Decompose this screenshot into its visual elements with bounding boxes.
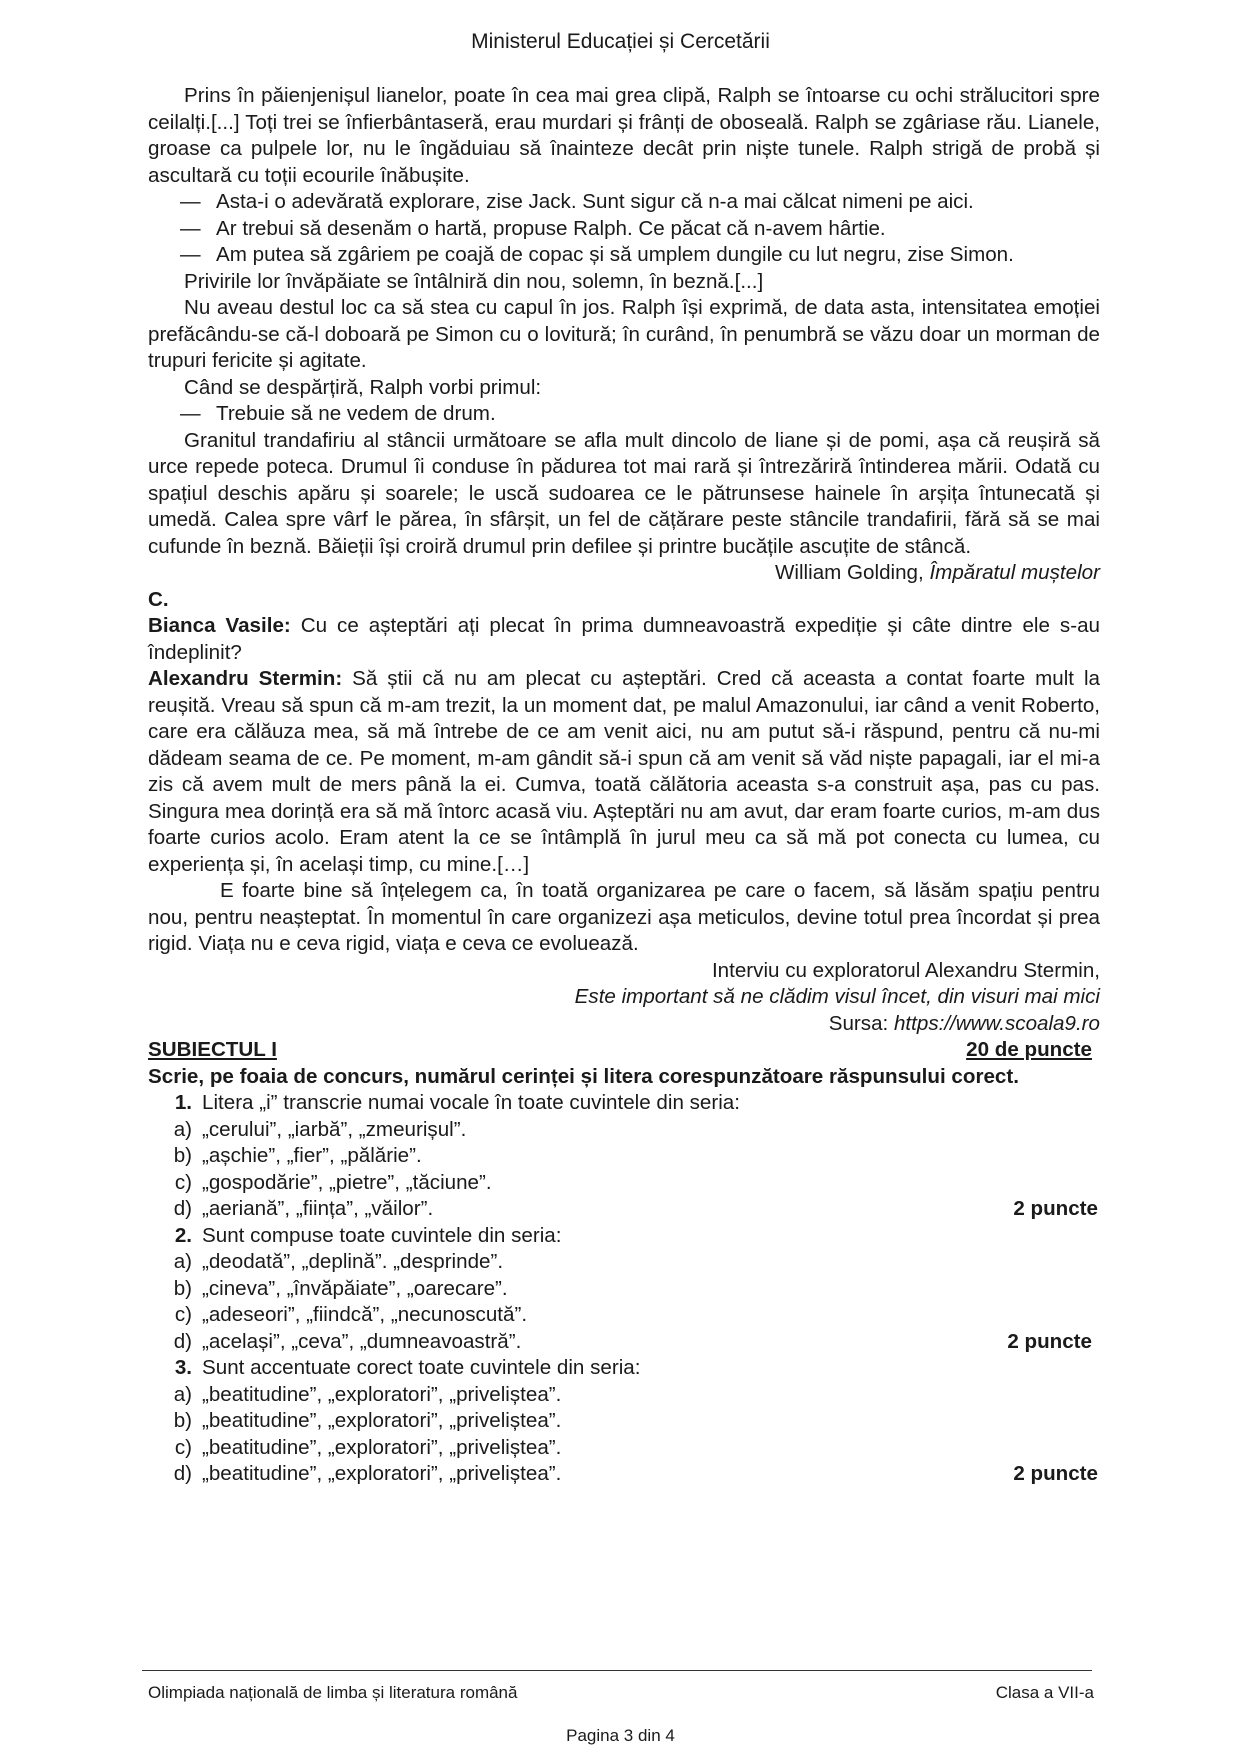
interview-answer: [148, 666, 1100, 878]
subject-instruction: Scrie, pe foaia de concurs, numărul cerinței și litera corespunzătoare răspunsului corect.: [148, 1064, 1019, 1088]
option-letter: c): [174, 1435, 192, 1459]
answer-option: [148, 1329, 1100, 1356]
citation-work: Împăratul muștelor: [929, 561, 1100, 584]
question-text: Litera „i” transcrie numai vocale în toate cuvintele din seria:: [202, 1091, 740, 1114]
footer-divider: [142, 1670, 1092, 1671]
dialogue-line-3: [148, 242, 1100, 269]
narrative-paragraph-4: Când se despărțiră, Ralph vorbi primul:: [184, 375, 542, 399]
dialogue-text: Trebuie să ne vedem de drum.: [216, 402, 496, 425]
option-text: „gospodărie”, „pietre”, „tăciune”.: [202, 1170, 492, 1194]
page-header: Ministerul Educației și Cercetării: [471, 30, 770, 53]
source-label: Sursa:: [828, 1011, 894, 1035]
question-stem: [148, 1090, 1100, 1117]
answer-option: [148, 1143, 1100, 1170]
answer-option: [148, 1435, 1100, 1462]
question-number: 3.: [174, 1356, 192, 1379]
option-letter: b): [173, 1409, 192, 1432]
question-points: 2 puncte: [1013, 1462, 1098, 1485]
question-stem: [148, 1355, 1100, 1382]
option-letter: d): [173, 1329, 192, 1353]
option-letter: a): [173, 1117, 192, 1141]
source-url: https://www.scoala9.ro: [893, 1011, 1100, 1035]
answer-option: [148, 1249, 1100, 1276]
interview-source-3: [148, 1011, 1100, 1038]
option-letter: b): [173, 1144, 192, 1167]
interview-answer-continued: E foarte bine să înțelegem ca, în toată organizarea pe care o facem, să lăsăm spațiu pentru nou, pentru neașteptat. În momentul în care organizezi așa meticulos, devine totul prea încordat și prea rigid. Viața nu e ceva rigid, viața e ceva ce evoluează.: [148, 879, 1100, 955]
subject-title: SUBIECTUL I: [148, 1038, 277, 1061]
dialogue-text: Asta-i o adevărată explorare, zise Jack. Sunt sigur că n-a mai călcat nimeni pe aici.: [216, 190, 974, 213]
narrative-paragraph-1: Prins în păienjenișul lianelor, poate în cea mai grea clipă, Ralph se întoarse cu ochi strălucitori spre ceilalți.[...] Toți trei se înfierbântaseră, erau murdari și frânți de oboseală. Ralph se zgâriase rău. Lianele, groase ca pulpele lor, nu le îngăduiau să înainteze decât prin niște tunele. Ralph strigă de probă și ascultară cu toții ecourile înăbușite.: [148, 84, 1100, 187]
option-text: „cineva”, „învăpăiate”, „oarecare”.: [202, 1276, 508, 1300]
question-2: [148, 1223, 1100, 1356]
question-number: 2.: [174, 1223, 192, 1247]
option-letter: a): [173, 1250, 192, 1273]
question-number: 1.: [174, 1091, 192, 1114]
option-text: „adeseori”, „fiindcă”, „necunoscută”.: [202, 1303, 528, 1326]
question-text: Sunt accentuate corect toate cuvintele din seria:: [202, 1356, 641, 1379]
subject-heading: [148, 1037, 1100, 1064]
dialogue-dash: —: [180, 190, 201, 213]
question-text: Cu ce așteptări ați plecat în prima dumneavoastră expediție și câte dintre ele s-au îndeplinit?: [148, 614, 1100, 664]
question-text: Sunt compuse toate cuvintele din seria:: [202, 1223, 562, 1247]
option-letter: d): [173, 1462, 192, 1485]
option-letter: d): [173, 1197, 192, 1220]
question-stem: [148, 1223, 1100, 1250]
question-speaker: Bianca Vasile:: [148, 614, 291, 637]
question-points: 2 puncte: [1007, 1329, 1092, 1353]
interview-question: [148, 613, 1100, 666]
answer-option: [148, 1117, 1100, 1144]
section-c-label: C.: [148, 587, 169, 611]
dialogue-text: Am putea să zgâriem pe coajă de copac și să umplem dungile cu lut negru, zise Simon.: [216, 243, 1014, 266]
answer-option: [148, 1302, 1100, 1329]
page-number: Pagina 3 din 4: [566, 1726, 675, 1745]
page-footer: [148, 1683, 1094, 1703]
narrative-paragraph-3: Nu aveau destul loc ca să stea cu capul în jos. Ralph își exprimă, de data asta, intensitatea emoției prefăcându-se că-l doboară pe Simon cu o lovitură; în curând, în penumbră se văzu doar un morman de trupuri fericite și agitate.: [148, 296, 1100, 372]
option-letter: a): [173, 1382, 192, 1406]
subject-points: 20 de puncte: [966, 1038, 1092, 1061]
citation-author: William Golding,: [774, 561, 930, 584]
option-text: „același”, „ceva”, „dumneavoastră”.: [202, 1329, 522, 1353]
dialogue-line-2: [148, 216, 1100, 243]
question-1: [148, 1090, 1100, 1223]
option-text: „beatitudine”, „exploratori”, „priveliștea”.: [202, 1409, 562, 1432]
interview-source-2: [148, 984, 1100, 1011]
answer-option: [148, 1170, 1100, 1197]
dialogue-dash: —: [180, 243, 201, 266]
option-letter: c): [174, 1303, 192, 1326]
answer-option: [148, 1382, 1100, 1409]
narrative-citation: [148, 560, 1100, 587]
option-text: „beatitudine”, „exploratori”, „priveliștea”.: [202, 1382, 562, 1406]
narrative-paragraph-5: Granitul trandafiriu al stâncii următoare se afla mult dincolo de liane și de pomi, așa că reușiră să urce repede poteca. Drumul îi conduse în pădurea tot mai rară și întrezăriră întinderea mării. Odată cu spațiul deschis apăru și soarele; le uscă sudoarea ce le pătrunsese hainele în arșița întunecată și umedă. Calea spre vârf le părea, în sfârșit, un fel de cățărare peste stâncile trandafirii, fără să se mai cufunde în beznă. Băieții își croiră drumul prin defilee și printre bucățile ascuțite de stâncă.: [148, 428, 1100, 558]
answer-option: [148, 1196, 1100, 1223]
answer-text: Să știi că nu am plecat cu așteptări. Cred că aceasta a contat foarte mult la reușită. Vreau să spun că m-am trezit, la un moment dat, pe malul Amazonului, iar când a venit Roberto, care era călăuza mea, să mă întrebe de ce am venit aici, nu am putut să-i răspund, pentru că nu-mi dădeam seama de ce. Pe moment, m-am gândit să-i spun că am venit să văd niște papagali, iar el mi-a zis că avem mult de mers până la ei. Cumva, toată călătoria aceasta s-a construit așa, pas cu pas. Singura mea dorință era să mă întorc acasă viu. Așteptări nu am avut, dar eram foarte curios, m-am dus foarte curios acolo. Eram atent la ce se întâmplă în jurul meu ca să mă pot conecta cu lumea, cu experiența și, în același timp, cu mine.[…]: [148, 667, 1100, 876]
interview-title: Este important să ne clădim visul încet, din visuri mai mici: [574, 985, 1100, 1008]
option-text: „așchie”, „fier”, „pălărie”.: [202, 1144, 422, 1167]
narrative-paragraph-2: Privirile lor învăpăiate se întâlniră din nou, solemn, în beznă.[...]: [184, 269, 764, 293]
document-body: [148, 83, 1100, 1488]
dialogue-line-1: [148, 189, 1100, 216]
dialogue-dash: —: [180, 402, 201, 425]
answer-option: [148, 1461, 1100, 1488]
dialogue-dash: —: [180, 216, 201, 240]
option-text: „beatitudine”, „exploratori”, „priveliștea”.: [202, 1435, 562, 1459]
question-points: 2 puncte: [1013, 1197, 1098, 1220]
option-text: „deodată”, „deplină”. „desprinde”.: [202, 1250, 504, 1273]
answer-option: [148, 1408, 1100, 1435]
footer-grade: Clasa a VII-a: [995, 1683, 1094, 1702]
option-letter: c): [174, 1170, 192, 1194]
interview-source-1: Interviu cu exploratorul Alexandru Stermin,: [711, 958, 1100, 982]
dialogue-text: Ar trebui să desenăm o hartă, propuse Ralph. Ce păcat că n-avem hârtie.: [216, 216, 886, 240]
option-text: „aeriană”, „ființa”, „văilor”.: [202, 1197, 434, 1220]
dialogue-line-4: [148, 401, 1100, 428]
option-letter: b): [173, 1276, 192, 1300]
answer-speaker: Alexandru Stermin:: [148, 667, 343, 690]
answer-option: [148, 1276, 1100, 1303]
question-3: [148, 1355, 1100, 1488]
footer-olympiad-title: Olimpiada națională de limba și literatura română: [148, 1683, 518, 1702]
option-text: „beatitudine”, „exploratori”, „priveliștea”.: [202, 1462, 562, 1485]
option-text: „cerului”, „iarbă”, „zmeurișul”.: [202, 1117, 467, 1141]
